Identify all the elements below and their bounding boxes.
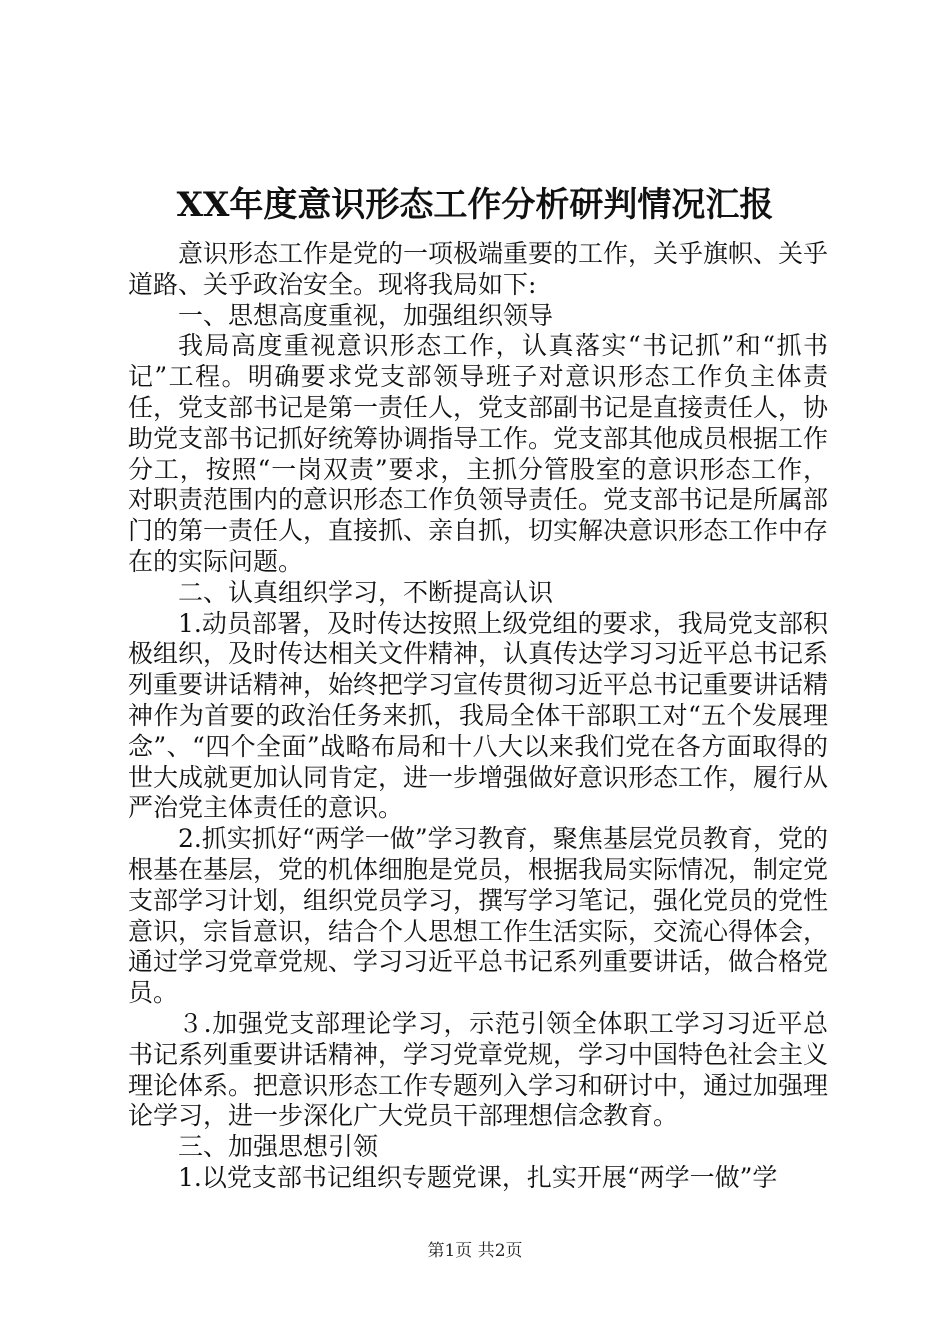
paragraph: ３.加强党支部理论学习，示范引领全体职工学习习近平总书记系列重要讲话精神，学习党章党规，学习中国特色社会主义理论体系。把意识形态工作专题列入学习和研讨中，通过加强理论学习，进一步深化广大党员干部理想信念教育。	[128, 1008, 829, 1131]
section-heading-3: 三、加强思想引领	[178, 1132, 379, 1162]
section-heading-2: 二、认真组织学习，不断提高认识	[178, 577, 554, 607]
section-heading-1: 一、思想高度重视，加强组织领导	[178, 300, 554, 330]
paragraph-intro: 意识形态工作是党的一项极端重要的工作，关乎旗帜、关乎道路、关乎政治安全。现将我局如下:	[128, 239, 829, 299]
paragraph: 2.抓实抓好“两学一做”学习教育，聚焦基层党员教育，党的根基在基层，党的机体细胞是党员，根据我局实际情况，制定党支部学习计划，组织党员学习，撰写学习笔记，强化党员的党性意识，宗旨意识，结合个人思想工作生活实际，交流心得体会，通过学习党章党规、学习习近平总书记系列重要讲话，做合格党员。	[128, 824, 829, 1008]
paragraph: 1.以党支部书记组织专题党课，扎实开展“两学一做”学	[178, 1162, 778, 1192]
document-body	[128, 239, 828, 1194]
page-footer: 第1页 共2页	[427, 1241, 523, 1261]
paragraph: 1.动员部署，及时传达按照上级党组的要求，我局党支部积极组织，及时传达相关文件精神，认真传达学习习近平总书记系列重要讲话精神，始终把学习宣传贯彻习近平总书记重要讲话精神作为首要的政治任务来抓，我局全体干部职工对“五个发展理念”、“四个全面”战略布局和十八大以来我们党在各方面取得的世大成就更加认同肯定，进一步增强做好意识形态工作，履行从严治党主体责任的意识。	[128, 608, 829, 823]
document-title: XX年度意识形态工作分析研判情况汇报	[176, 185, 774, 225]
paragraph: 我局高度重视意识形态工作，认真落实“书记抓”和“抓书记”工程。明确要求党支部领导班子对意识形态工作负主体责任，党支部书记是第一责任人，党支部副书记是直接责任人，协助党支部书记抓好统筹协调指导工作。党支部其他成员根据工作分工，按照“一岗双责”要求，主抓分管股室的意识形态工作，对职责范围内的意识形态工作负领导责任。党支部书记是所属部门的第一责任人，直接抓、亲自抓，切实解决意识形态工作中存在的实际问题。	[128, 331, 829, 576]
